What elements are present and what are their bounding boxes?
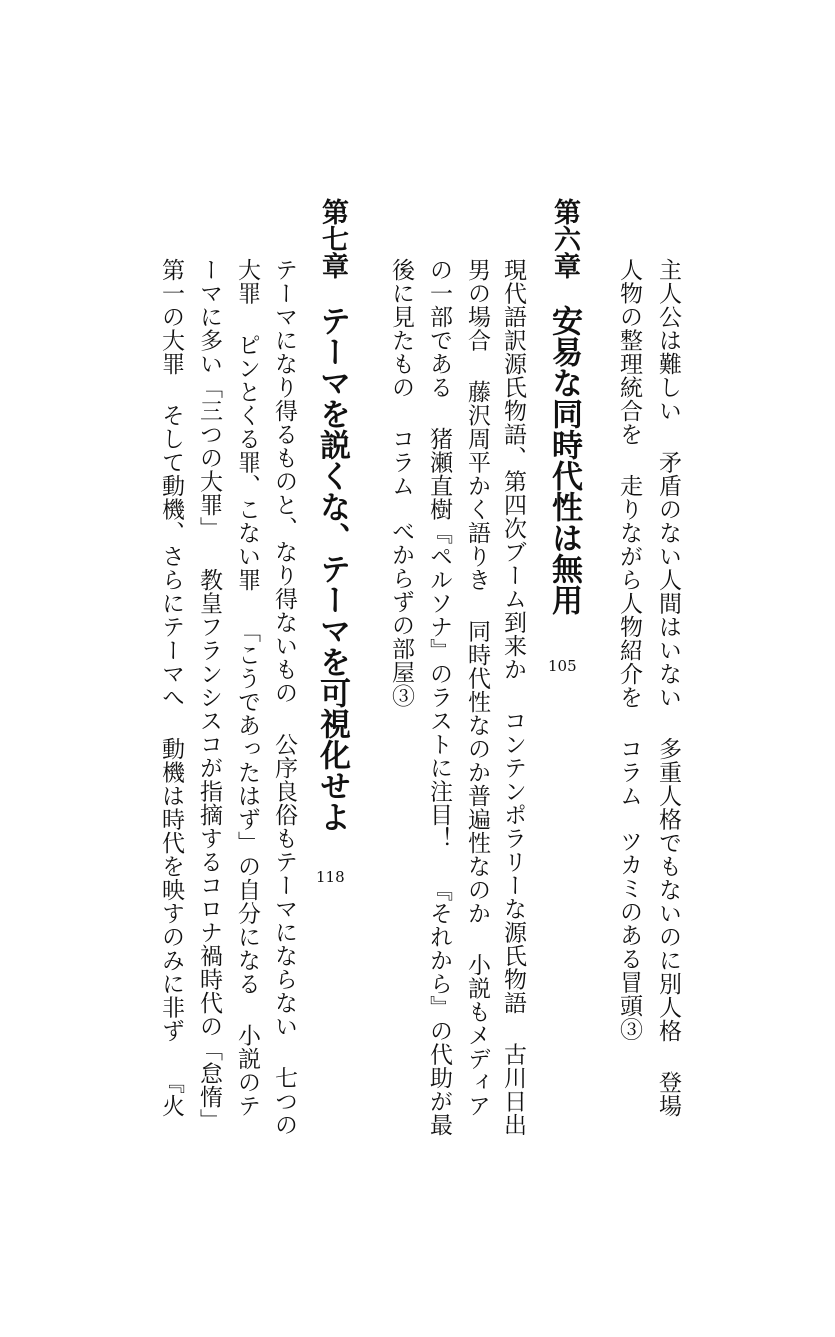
toc-entry: 大罪: [234, 258, 260, 305]
toc-entry: 小説もメディア: [464, 953, 490, 1118]
chapter-label: 第七章: [317, 198, 348, 279]
toc-entry: 矛盾のない人間はいない: [655, 450, 681, 709]
chapter-heading-6: [546, 198, 582, 615]
toc-line-3: [501, 258, 524, 1137]
toc-entry: 同時代性なのか普遍性なのか: [464, 619, 490, 925]
toc-line-10: [159, 258, 182, 1118]
toc-entry: 「こうであったはず」の自分になる: [234, 619, 260, 996]
toc-entry: ピンとくる罪、こない罪: [234, 333, 260, 592]
toc-entry: ーマに多い「三つの大罪」: [196, 258, 222, 540]
toc-entry: べからずの部屋③: [388, 519, 414, 708]
toc-entry: 藤沢周平かく語りき: [464, 380, 490, 592]
chapter-label: 第六章: [549, 198, 580, 279]
toc-entry: コラム: [616, 737, 642, 808]
toc-entry: 『それから』の代助が最: [426, 878, 452, 1137]
toc-entry: コラム: [388, 427, 414, 498]
toc-entry: 動機は時代を映すのみに非ず: [158, 737, 184, 1043]
chapter-title: テーマを説くな、テーマを可視化せよ: [314, 305, 350, 832]
toc-entry: 第一の大罪: [158, 258, 184, 376]
toc-entry: 小説のテ: [234, 1023, 260, 1118]
toc-entry: コンテンポラリーな源氏物語: [500, 709, 526, 1015]
toc-entry: 古川日出: [500, 1042, 526, 1137]
toc-entry: 七つの: [271, 1066, 297, 1137]
toc-entry: 猪瀬直樹『ペルソナ』のラストに注目！: [426, 427, 452, 850]
chapter-title: 安易な同時代性は無用: [546, 305, 582, 615]
toc-entry: そして動機、さらにテーマへ: [158, 403, 184, 709]
toc-entry: 走りながら人物紹介を: [616, 474, 642, 709]
toc-entry: 主人公は難しい: [655, 258, 681, 423]
toc-entry: 男の場合: [464, 258, 490, 352]
toc-line-7: [272, 258, 295, 1137]
toc-entry: 人物の整理統合を: [616, 258, 642, 446]
toc-entry: の一部である: [426, 258, 452, 399]
toc-line-4: [465, 258, 488, 1118]
toc-entry: 後に見たもの: [388, 258, 414, 399]
chapter-page-number: 118: [316, 868, 345, 886]
toc-entry: 多重人格でもないのに別人格: [655, 737, 681, 1043]
toc-line-6: [389, 258, 412, 708]
chapter-heading-7: [314, 198, 350, 832]
toc-entry: ツカミのある冒頭③: [616, 829, 642, 1041]
toc-entry: 公序良俗もテーマにならない: [271, 732, 297, 1038]
toc-entry: 教皇フランシスコが指摘するコロナ禍時代の「怠惰」: [196, 568, 222, 1132]
toc-entry: テーマになり得るものと、なり得ないもの: [271, 258, 297, 705]
chapter-page-number: 105: [548, 657, 577, 675]
toc-line-1: [656, 258, 679, 1118]
toc-line-9: [197, 258, 220, 1132]
toc-line-8: [235, 258, 258, 1118]
toc-entry: 登場: [655, 1070, 681, 1118]
toc-entry: 現代語訳源氏物語、第四次ブーム到来か: [500, 258, 526, 681]
toc-line-2: [617, 258, 640, 1041]
toc-line-5: [427, 258, 450, 1137]
toc-entry: 『火: [158, 1070, 184, 1118]
